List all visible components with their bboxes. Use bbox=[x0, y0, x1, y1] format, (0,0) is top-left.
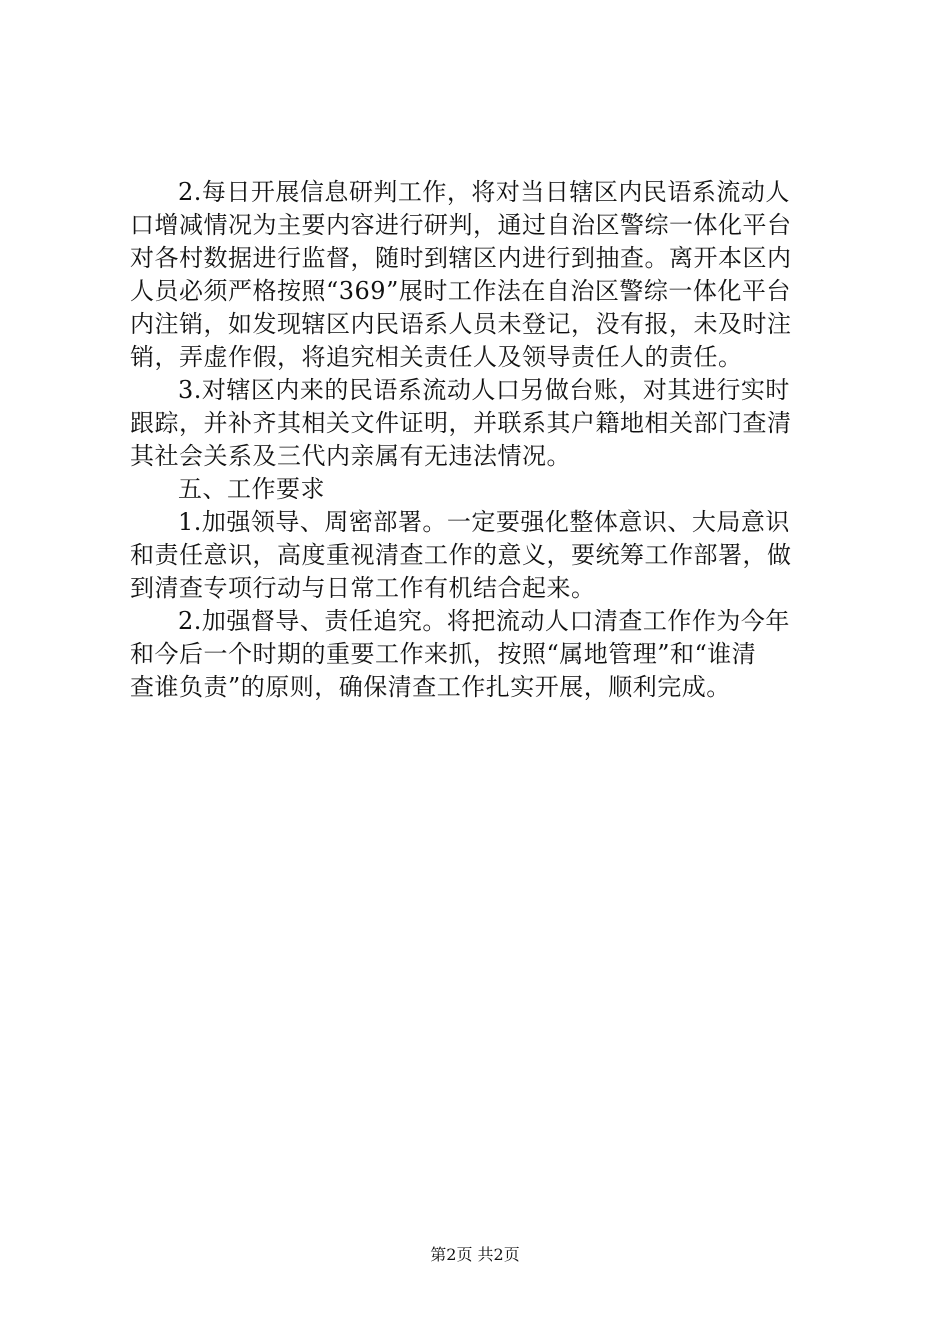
paragraph-line: 口增减情况为主要内容进行研判，通过自治区警综一体化平台 bbox=[130, 211, 792, 239]
paragraph-line: 和今后一个时期的重要工作来抓，按照“属地管理”和“谁清 bbox=[130, 640, 757, 668]
paragraph-line: 和责任意识，高度重视清查工作的意义，要统筹工作部署，做 bbox=[130, 541, 792, 569]
paragraph-line: 人员必须严格按照“369”展时工作法在自治区警综一体化平台 bbox=[130, 277, 791, 305]
paragraph-line: 2.加强督导、责任追究。将把流动人口清查工作作为今年 bbox=[178, 607, 790, 635]
paragraph-line: 销，弄虚作假，将追究相关责任人及领导责任人的责任。 bbox=[130, 343, 743, 371]
paragraph-line: 跟踪，并补齐其相关文件证明，并联系其户籍地相关部门查清 bbox=[130, 409, 792, 437]
paragraph-line: 3.对辖区内来的民语系流动人口另做台账，对其进行实时 bbox=[178, 376, 790, 404]
section-heading: 五、工作要求 bbox=[178, 475, 325, 503]
paragraph-line: 内注销，如发现辖区内民语系人员未登记，没有报，未及时注 bbox=[130, 310, 792, 338]
paragraph-line: 对各村数据进行监督，随时到辖区内进行到抽查。离开本区内 bbox=[130, 244, 792, 272]
paragraph-line: 1.加强领导、周密部署。一定要强化整体意识、大局意识 bbox=[178, 508, 790, 536]
paragraph-line: 查谁负责”的原则，确保清查工作扎实开展，顺利完成。 bbox=[130, 673, 731, 701]
paragraph-line: 其社会关系及三代内亲属有无违法情况。 bbox=[130, 442, 571, 470]
paragraph-line: 2.每日开展信息研判工作，将对当日辖区内民语系流动人 bbox=[178, 178, 790, 206]
document-body bbox=[130, 176, 830, 704]
page-number-footer: 第2页 共2页 bbox=[430, 1245, 520, 1264]
paragraph-line: 到清查专项行动与日常工作有机结合起来。 bbox=[130, 574, 596, 602]
